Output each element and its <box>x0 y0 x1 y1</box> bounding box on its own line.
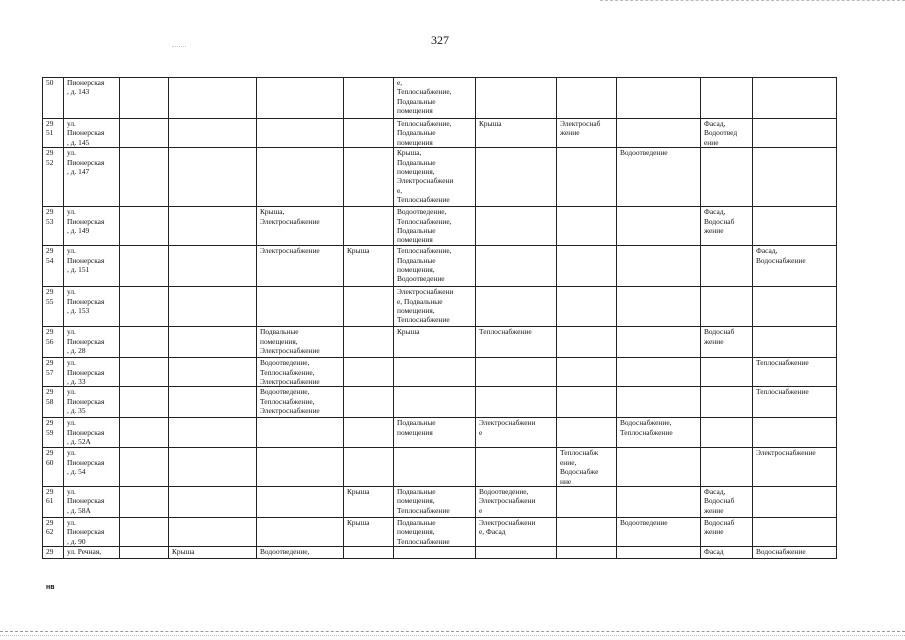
address-cell: ул. Пионерская , д. 147 <box>64 148 120 207</box>
works-cell-3 <box>257 119 344 148</box>
works-cell-1 <box>120 78 169 119</box>
works-cell-5: Крыша <box>394 327 476 358</box>
works-cell-10: Теплоснабжение <box>753 358 837 387</box>
row-number-cell: 50 <box>43 78 64 119</box>
works-cell-1 <box>120 358 169 387</box>
row-number-cell: 29 62 <box>43 518 64 547</box>
works-cell-2 <box>169 246 257 287</box>
works-cell-4 <box>344 547 394 559</box>
works-cell-6 <box>476 207 557 246</box>
works-cell-8 <box>617 358 701 387</box>
works-cell-10 <box>753 78 837 119</box>
works-cell-5 <box>394 358 476 387</box>
works-cell-10 <box>753 119 837 148</box>
works-cell-5: е, Теплоснабжение, Подвальные помещения <box>394 78 476 119</box>
works-cell-10 <box>753 148 837 207</box>
works-cell-2 <box>169 207 257 246</box>
scan-edge-top <box>600 0 905 3</box>
works-cell-2 <box>169 418 257 448</box>
works-cell-5: Электроснабжени е, Подвальные помещения, Теплоснабжение <box>394 287 476 327</box>
works-cell-1 <box>120 246 169 287</box>
works-cell-4 <box>344 119 394 148</box>
works-cell-9: Фасад, Водоотвед ение <box>701 119 753 148</box>
works-cell-2 <box>169 358 257 387</box>
works-cell-8: Водоснабжение, Теплоснабжение <box>617 418 701 448</box>
address-cell: ул. Пионерская , д. 90 <box>64 518 120 547</box>
works-cell-5 <box>394 448 476 487</box>
works-cell-7 <box>557 148 617 207</box>
works-cell-7 <box>557 287 617 327</box>
address-cell: ул. Пионерская , д. 58А <box>64 487 120 518</box>
works-cell-3 <box>257 487 344 518</box>
works-cell-7 <box>557 78 617 119</box>
address-cell: ул. Пионерская , д. 28 <box>64 327 120 358</box>
works-cell-7: Электроснаб жение <box>557 119 617 148</box>
works-cell-9 <box>701 358 753 387</box>
works-cell-9 <box>701 418 753 448</box>
works-cell-3 <box>257 78 344 119</box>
works-cell-9: Водоснаб жение <box>701 327 753 358</box>
works-table <box>42 77 837 559</box>
works-cell-9 <box>701 246 753 287</box>
works-cell-4 <box>344 448 394 487</box>
row-number-cell: 29 55 <box>43 287 64 327</box>
works-cell-6: Электроснабжени е <box>476 418 557 448</box>
works-cell-9 <box>701 448 753 487</box>
works-cell-4 <box>344 287 394 327</box>
works-cell-5: Подвальные помещения, Теплоснабжение <box>394 487 476 518</box>
works-cell-7 <box>557 358 617 387</box>
works-cell-7 <box>557 487 617 518</box>
works-cell-6: Крыша <box>476 119 557 148</box>
works-cell-4 <box>344 78 394 119</box>
works-cell-2 <box>169 387 257 418</box>
works-cell-3 <box>257 448 344 487</box>
works-cell-6 <box>476 78 557 119</box>
works-cell-9: Фасад, Водоснаб жение <box>701 487 753 518</box>
row-number-cell: 29 59 <box>43 418 64 448</box>
works-cell-8 <box>617 207 701 246</box>
works-cell-8 <box>617 287 701 327</box>
works-cell-7: Теплоснабж ение, Водоснабже ние <box>557 448 617 487</box>
works-cell-10: Электроснабжение <box>753 448 837 487</box>
works-cell-2: Крыша <box>169 547 257 559</box>
works-cell-3: Водоотведение, Теплоснабжение, Электроснабжение <box>257 358 344 387</box>
address-cell: ул. Пионерская , д. 145 <box>64 119 120 148</box>
works-cell-2 <box>169 287 257 327</box>
table-row <box>43 119 837 148</box>
works-cell-5: Подвальные помещения, Теплоснабжение <box>394 518 476 547</box>
address-cell: ул. Пионерская , д. 52А <box>64 418 120 448</box>
address-cell: ул. Пионерская , д. 151 <box>64 246 120 287</box>
works-cell-10: Фасад, Водоснабжение <box>753 246 837 287</box>
works-cell-2 <box>169 119 257 148</box>
works-cell-4 <box>344 358 394 387</box>
row-number-cell: 29 60 <box>43 448 64 487</box>
works-cell-4 <box>344 387 394 418</box>
works-cell-10 <box>753 327 837 358</box>
works-cell-1 <box>120 148 169 207</box>
works-cell-8 <box>617 246 701 287</box>
works-cell-10: Теплоснабжение <box>753 387 837 418</box>
works-cell-5: Теплоснабжение, Подвальные помещения, Водоотведение <box>394 246 476 287</box>
works-cell-1 <box>120 387 169 418</box>
works-cell-3 <box>257 148 344 207</box>
works-cell-4: Крыша <box>344 487 394 518</box>
table-row <box>43 448 837 487</box>
row-number-cell: 29 53 <box>43 207 64 246</box>
works-cell-5 <box>394 547 476 559</box>
works-cell-1 <box>120 327 169 358</box>
table-row <box>43 547 837 559</box>
works-cell-7 <box>557 418 617 448</box>
works-cell-10: Водоснабжение <box>753 547 837 559</box>
works-cell-8 <box>617 487 701 518</box>
works-cell-1 <box>120 418 169 448</box>
works-cell-1 <box>120 207 169 246</box>
works-cell-2 <box>169 148 257 207</box>
row-number-cell: 29 61 <box>43 487 64 518</box>
works-cell-1 <box>120 448 169 487</box>
works-cell-6 <box>476 547 557 559</box>
works-table-body <box>43 78 837 559</box>
works-cell-4 <box>344 207 394 246</box>
works-cell-2 <box>169 518 257 547</box>
works-cell-8 <box>617 547 701 559</box>
works-cell-5 <box>394 387 476 418</box>
address-cell: ул. Пионерская , д. 33 <box>64 358 120 387</box>
works-cell-1 <box>120 287 169 327</box>
works-cell-7 <box>557 518 617 547</box>
table-row <box>43 418 837 448</box>
works-cell-9 <box>701 387 753 418</box>
works-cell-6 <box>476 287 557 327</box>
works-cell-10 <box>753 418 837 448</box>
works-cell-2 <box>169 78 257 119</box>
works-cell-3 <box>257 518 344 547</box>
works-cell-8: Водоотведение <box>617 148 701 207</box>
address-cell: ул. Пионерская , д. 54 <box>64 448 120 487</box>
works-cell-7 <box>557 387 617 418</box>
works-cell-5: Крыша, Подвальные помещения, Электроснабжени е, Теплоснабжение <box>394 148 476 207</box>
row-number-cell: 29 52 <box>43 148 64 207</box>
works-cell-8 <box>617 448 701 487</box>
table-row <box>43 518 837 547</box>
works-cell-9 <box>701 78 753 119</box>
works-cell-10 <box>753 518 837 547</box>
works-cell-7 <box>557 547 617 559</box>
works-cell-1 <box>120 487 169 518</box>
works-cell-4 <box>344 327 394 358</box>
scan-speck <box>172 46 186 48</box>
works-cell-3: Водоотведение, <box>257 547 344 559</box>
works-cell-5: Подвальные помещения <box>394 418 476 448</box>
works-cell-8 <box>617 327 701 358</box>
works-cell-3: Подвальные помещения, Электроснабжение <box>257 327 344 358</box>
works-cell-4: Крыша <box>344 518 394 547</box>
works-cell-4: Крыша <box>344 246 394 287</box>
works-cell-4 <box>344 148 394 207</box>
works-cell-3: Электроснабжение <box>257 246 344 287</box>
works-cell-8 <box>617 387 701 418</box>
row-number-cell: 29 51 <box>43 119 64 148</box>
table-row <box>43 246 837 287</box>
works-cell-10 <box>753 207 837 246</box>
works-cell-6 <box>476 448 557 487</box>
address-cell: ул. Речная, <box>64 547 120 559</box>
page-number: 327 <box>431 33 449 47</box>
table-row <box>43 358 837 387</box>
works-cell-8 <box>617 119 701 148</box>
works-cell-8: Водоотведение <box>617 518 701 547</box>
row-number-cell: 29 58 <box>43 387 64 418</box>
works-cell-5: Теплоснабжение, Подвальные помещения <box>394 119 476 148</box>
works-cell-4 <box>344 418 394 448</box>
address-cell: ул. Пионерская , д. 153 <box>64 287 120 327</box>
works-cell-3 <box>257 287 344 327</box>
works-cell-2 <box>169 487 257 518</box>
works-cell-9 <box>701 287 753 327</box>
row-number-cell: 29 <box>43 547 64 559</box>
table-row <box>43 148 837 207</box>
works-cell-7 <box>557 327 617 358</box>
scan-edge-bottom <box>0 631 905 636</box>
table-row <box>43 78 837 119</box>
works-cell-10 <box>753 487 837 518</box>
works-cell-3: Крыша, Электроснабжение <box>257 207 344 246</box>
works-cell-1 <box>120 119 169 148</box>
table-row <box>43 287 837 327</box>
works-cell-6 <box>476 148 557 207</box>
works-cell-9: Фасад, Водоснаб жение <box>701 207 753 246</box>
works-cell-6 <box>476 387 557 418</box>
works-cell-5: Водоотведение, Теплоснабжение, Подвальные помещения <box>394 207 476 246</box>
works-cell-6: Теплоснабжение <box>476 327 557 358</box>
row-number-cell: 29 56 <box>43 327 64 358</box>
works-cell-6: Электроснабжени е, Фасад <box>476 518 557 547</box>
works-cell-9: Водоснаб жение <box>701 518 753 547</box>
table-row <box>43 387 837 418</box>
document-code: нв <box>46 584 55 591</box>
works-cell-7 <box>557 207 617 246</box>
works-cell-8 <box>617 78 701 119</box>
address-cell: ул. Пионерская , д. 149 <box>64 207 120 246</box>
table-row <box>43 327 837 358</box>
address-cell: Пионерская , д. 143 <box>64 78 120 119</box>
works-cell-10 <box>753 287 837 327</box>
table-row <box>43 207 837 246</box>
address-cell: ул. Пионерская , д. 35 <box>64 387 120 418</box>
works-cell-3: Водоотведение, Теплоснабжение, Электроснабжение <box>257 387 344 418</box>
row-number-cell: 29 57 <box>43 358 64 387</box>
row-number-cell: 29 54 <box>43 246 64 287</box>
works-cell-1 <box>120 518 169 547</box>
works-cell-7 <box>557 246 617 287</box>
works-cell-2 <box>169 448 257 487</box>
works-cell-6: Водоотведение, Электроснабжени е <box>476 487 557 518</box>
works-cell-2 <box>169 327 257 358</box>
table-row <box>43 487 837 518</box>
works-cell-6 <box>476 358 557 387</box>
works-cell-1 <box>120 547 169 559</box>
works-cell-9: Фасад <box>701 547 753 559</box>
works-cell-3 <box>257 418 344 448</box>
works-cell-9 <box>701 148 753 207</box>
works-cell-6 <box>476 246 557 287</box>
